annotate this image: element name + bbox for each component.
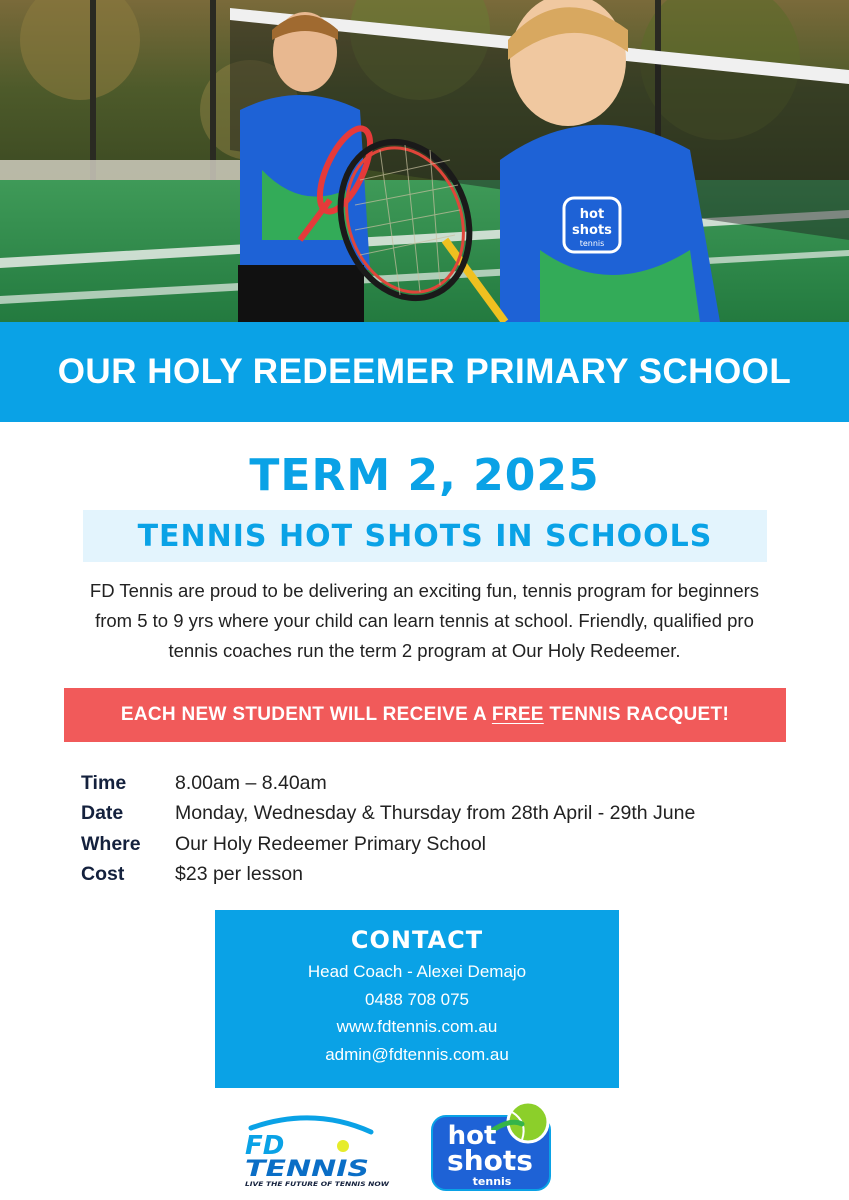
school-banner	[0, 322, 849, 422]
term-heading: TERM 2, 2025	[249, 450, 600, 501]
fd-logo-tagline: LIVE THE FUTURE OF TENNIS NOW	[245, 1180, 390, 1188]
kids-playing-tennis-photo	[0, 0, 849, 322]
contact-coach: Head Coach - Alexei Demajo	[307, 962, 527, 981]
intro-line: from 5 to 9 yrs where your child can learn tennis at school. Friendly, qualified pro	[95, 610, 754, 631]
fd-logo-line2: TENNIS	[245, 1157, 369, 1182]
detail-row-date	[81, 799, 695, 830]
contact-website-link[interactable]: www.fdtennis.com.au	[336, 1017, 498, 1036]
hotshots-logo-line2: shots	[447, 1144, 533, 1177]
detail-label: Cost	[81, 863, 125, 886]
fd-tennis-logo	[243, 1112, 393, 1190]
fd-logo-line1: FD	[245, 1131, 285, 1161]
hot-shots-tennis-logo	[430, 1098, 555, 1194]
school-name-title: OUR HOLY REDEEMER PRIMARY SCHOOL	[57, 352, 792, 391]
detail-row-cost	[81, 860, 695, 891]
detail-label: Time	[81, 771, 127, 794]
contact-email-link[interactable]: admin@fdtennis.com.au	[325, 1044, 509, 1064]
detail-value: 8.00am – 8.40am	[175, 771, 327, 794]
program-title-box	[83, 510, 767, 562]
contact-phone[interactable]: 0488 708 075	[365, 989, 469, 1009]
detail-value: Our Holy Redeemer Primary School	[175, 832, 487, 855]
tennis-ball-icon	[337, 1140, 349, 1152]
intro-line: tennis coaches run the term 2 program at Our Holy Redeemer.	[168, 640, 681, 661]
detail-label: Where	[81, 832, 141, 855]
detail-label: Date	[81, 802, 124, 825]
promo-text-end: TENNIS RACQUET!	[543, 704, 730, 725]
detail-value: $23 per lesson	[175, 863, 303, 886]
contact-box	[215, 910, 619, 1088]
promo-text-start: EACH NEW STUDENT WILL RECEIVE A	[120, 704, 492, 725]
program-title: TENNIS HOT SHOTS IN SCHOOLS	[137, 518, 713, 554]
free-racquet-promo-banner	[64, 688, 786, 742]
hotshots-logo-line1: hot	[447, 1121, 497, 1151]
hotshots-logo-line3: tennis	[472, 1175, 512, 1188]
detail-row-where	[81, 829, 695, 860]
detail-value: Monday, Wednesday & Thursday from 28th April - 29th June	[175, 802, 696, 825]
intro-line: FD Tennis are proud to be delivering an exciting fun, tennis program for beginners	[89, 580, 760, 601]
detail-row-time	[81, 768, 695, 799]
hero-photo	[0, 0, 849, 322]
session-details	[81, 768, 695, 890]
intro-paragraph	[40, 576, 809, 666]
shirt-logo-line1: hot	[579, 207, 605, 222]
promo-free-highlight: FREE	[491, 704, 544, 725]
shirt-logo-line3: tennis	[579, 239, 605, 248]
shirt-logo-line2: shots	[572, 223, 612, 238]
contact-heading: CONTACT	[350, 926, 484, 954]
